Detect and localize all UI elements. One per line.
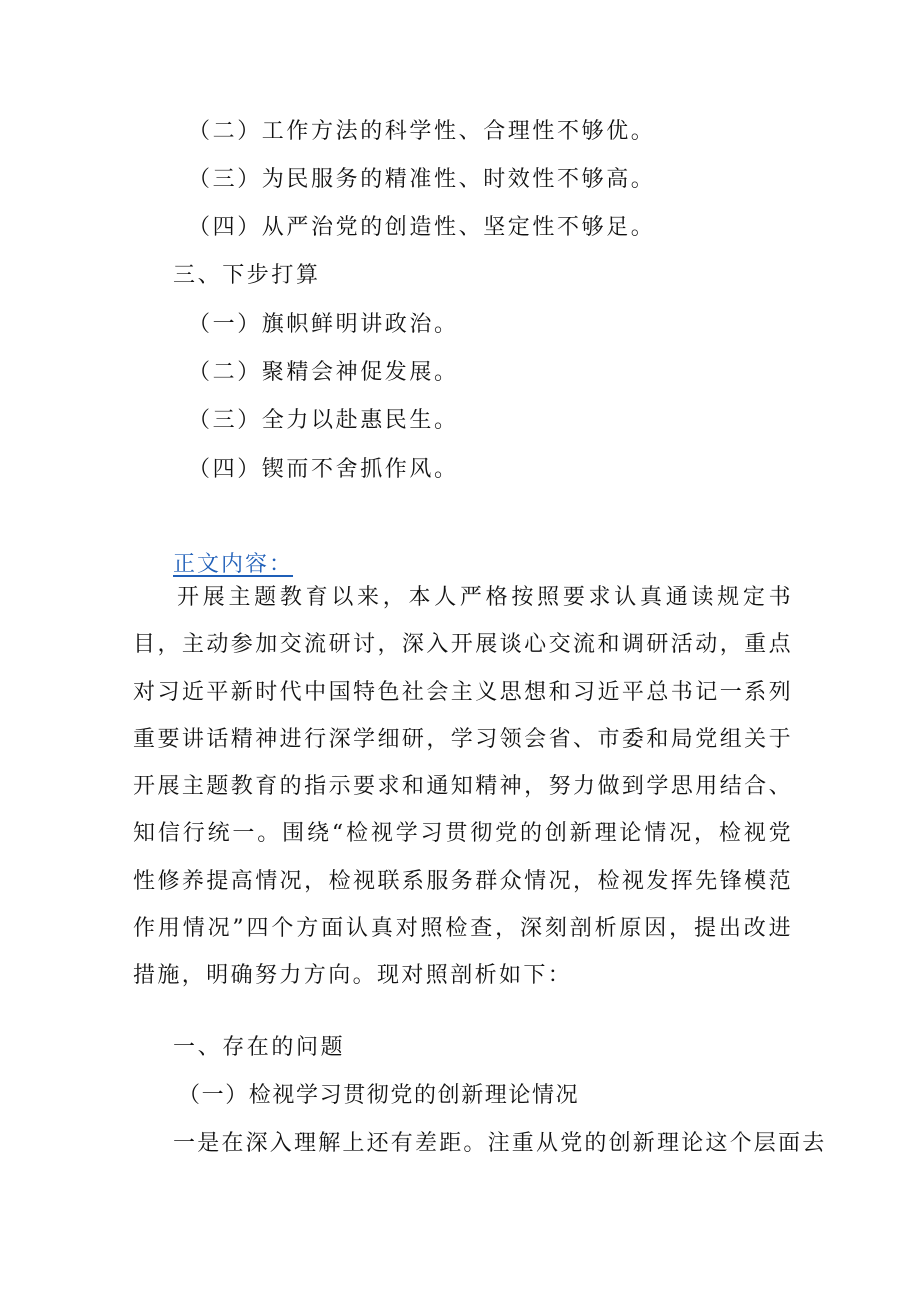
subsection-one-heading: （一）检视学习贯彻党的创新理论情况 xyxy=(178,1083,580,1108)
outline-item-3: （三）为民服务的精准性、时效性不够高。 xyxy=(188,167,656,192)
section-three-heading: 三、下步打算 xyxy=(173,263,321,288)
plan-item-1: （一）旗帜鲜明讲政治。 xyxy=(188,312,459,337)
outline-item-2: （二）工作方法的科学性、合理性不够优。 xyxy=(188,119,656,144)
plan-item-4: （四）锲而不舍抓作风。 xyxy=(188,457,459,482)
intro-paragraph: 开展主题教育以来，本人严格按照要求认真通读规定书目，主动参加交流研讨，深入开展谈心交流和调研活动，重点对习近平新时代中国特色社会主义思想和习近平总书记一系列重要讲话精神进行深学细研，学习领会省、市委和局党组关于开展主题教育的指示要求和通知精神，努力做到学思用结合、知信行统一。围绕“检视学习贯彻党的创新理论情况，检视党性修养提高情况，检视联系服务群众情况，检视发挥先锋模范作用情况”四个方面认真对照检查，深刻剖析原因，提出改进措施，明确努力方向。现对照剖析如下： xyxy=(133,585,793,989)
section-one-heading: 一、存在的问题 xyxy=(173,1035,346,1060)
first-point-text: 一是在深入理解上还有差距。注重从党的创新理论这个层面去 xyxy=(173,1131,827,1156)
plan-item-3: （三）全力以赴惠民生。 xyxy=(188,408,459,433)
outline-item-4: （四）从严治党的创造性、坚定性不够足。 xyxy=(188,215,656,240)
body-content-link[interactable]: 正文内容： xyxy=(173,552,294,577)
plan-item-2: （二）聚精会神促发展。 xyxy=(188,360,459,385)
